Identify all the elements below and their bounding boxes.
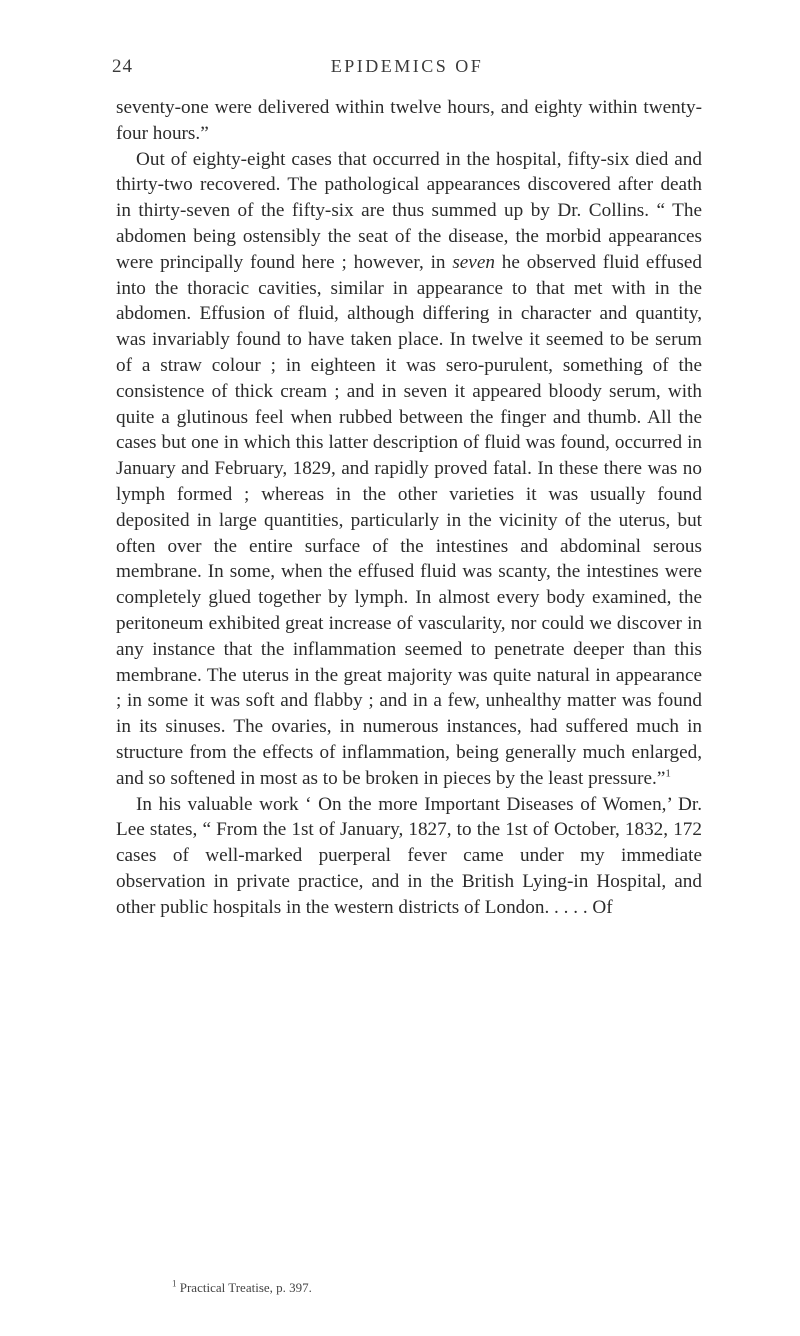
running-title: EPIDEMICS OF <box>330 56 484 76</box>
paragraph-collins-part-a: Out of eighty-eight cases that occurred in the hospital, fifty-six died and thirty-two recovered. The pathological appearances discovered after death in thirty-seven of the fifty-six are thus summed up by Dr. Collins. “ The abdomen being ostensibly the seat of the disease, the morbid appearances were principally found here ; however, in <box>116 148 702 273</box>
footnote <box>116 1280 702 1296</box>
paragraph-lee: In his valuable work ‘ On the more Important Diseases of Women,’ Dr. Lee states, “ From the 1st of January, 1827, to the 1st of October, 1832, 172 cases of well-marked puerperal fever came under my immediate observation in private practice, and in the British Lying-in Hospital, and other public hospitals in the western districts of London. . . . . Of <box>116 793 702 918</box>
emphasis-seven: seven <box>452 251 495 273</box>
footnote-marker: 1 <box>172 1278 177 1289</box>
body-text <box>116 95 702 921</box>
footnote-reference: 1 <box>665 767 671 780</box>
paragraph-continuation: seventy-one were delivered within twelve hours, and eighty within twenty-four hours.” <box>116 97 702 144</box>
running-head <box>112 56 702 86</box>
paragraph-collins-part-b: he observed fluid effused into the thoracic cavities, similar in appearance to that met with in the abdomen. Effusion of fluid, although differing in character and quantity, was invariably found to have taken place. In twelve it seemed to be serum of a straw colour ; in eighteen it was sero-purulent, something of the consistence of thick cream ; and in seven it appeared bloody serum, with quite a glutinous feel when rubbed between the finger and thumb. All the cases but one in which this latter description of fluid was found, occurred in January and February, 1829, and rapidly proved fatal. In these there was no lymph formed ; whereas in the other varieties it was usually found deposited in large quantities, particularly in the vicinity of the uterus, but often over the entire surface of the intestines and abdominal serous membrane. In some, when the effused fluid was scanty, the intestines were completely glued together by lymph. In almost every body examined, the peritoneum exhibited great increase of vascularity, nor could we discover in any instance that the inflammation seemed to penetrate deeper than this membrane. The uterus in the great majority was quite natural in appearance ; in some it was soft and flabby ; and in a few, unhealthy matter was found in its sinuses. The ovaries, in numerous instances, had suffered much in structure from the effects of inflammation, being generally much enlarged, and so softened in most as to be broken in pieces by the least pressure.” <box>116 251 702 789</box>
footnote-text: Practical Treatise, p. 397. <box>176 1280 312 1295</box>
page-number: 24 <box>112 56 133 77</box>
paragraph-collins <box>116 147 702 792</box>
